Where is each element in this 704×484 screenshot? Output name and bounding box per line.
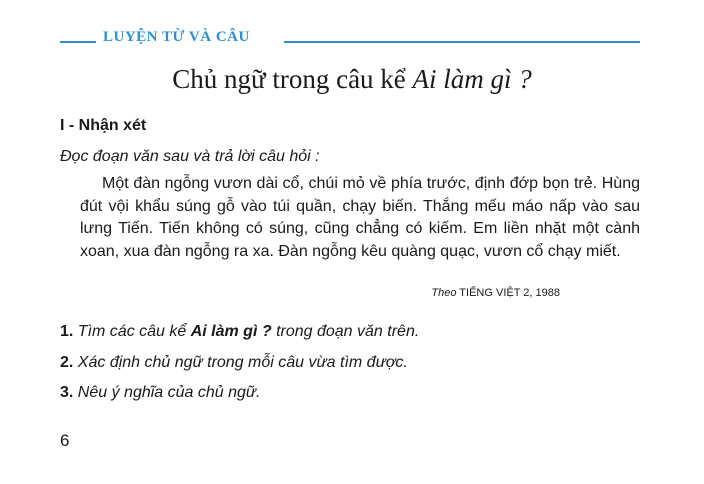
source-citation [431,287,560,299]
question-1 [60,323,419,341]
question-text-after: trong đoạn văn trên. [271,323,420,340]
question-emphasis: Ai làm gì ? [190,323,272,340]
source-text: TIẾNG VIỆT 2, 1988 [456,287,560,299]
lesson-title [0,64,704,95]
lesson-title-italic: Ai làm gì ? [412,64,532,94]
header-rule-left [60,41,96,43]
page-number: 6 [60,431,70,450]
header-rule-right [284,41,640,43]
section-label: LUYỆN TỪ VÀ CÂU [103,29,250,45]
question-text-before: Nêu ý nghĩa của chủ ngữ. [77,384,261,401]
question-2 [60,354,408,372]
passage-text: Một đàn ngỗng vươn dài cổ, chúi mỏ về phía trước, định đớp bọn trẻ. Hùng đút vội khẩu súng gỗ vào túi quần, chạy biến. Thắng mếu máo nấp vào sau lưng Tiến. Tiến không có súng, cũng chẳng có kiếm. Em liền nhặt một cành xoan, xua đàn ngỗng ra xa. Đàn ngỗng kêu quàng quạc, vươn cổ chạy miết. [80,175,640,260]
question-number: 3. [60,384,74,401]
question-text-before: Xác định chủ ngữ trong mỗi câu vừa tìm được. [77,354,408,371]
question-text-before: Tìm các câu kể [77,323,191,340]
reading-passage [80,173,640,263]
question-3 [60,384,261,402]
question-number: 1. [60,323,74,340]
instruction: Đọc đoạn văn sau và trả lời câu hỏi : [60,148,320,165]
part-heading: I - Nhận xét [60,117,147,134]
lesson-title-plain: Chủ ngữ trong câu kể [172,64,413,94]
source-prefix: Theo [431,287,457,299]
question-number: 2. [60,354,74,371]
